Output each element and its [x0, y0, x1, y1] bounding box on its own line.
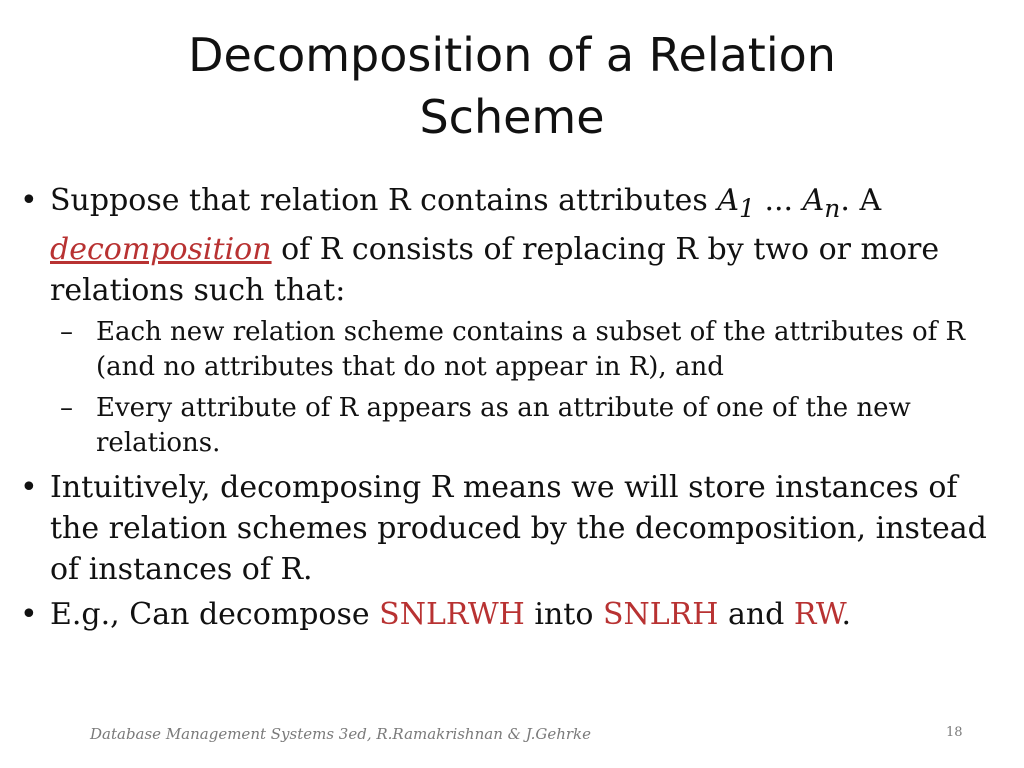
sub-bullet-2	[14, 391, 1004, 461]
footer-source: Database Management Systems 3ed, R.Ramakrishnan & J.Gehrke	[90, 725, 592, 743]
attr-an-letter: A	[802, 183, 825, 218]
bullet-3-text-d: .	[841, 597, 851, 632]
dash-marker: –	[60, 317, 73, 347]
bullet-3	[14, 594, 1004, 635]
attr-a1-letter: A	[717, 183, 739, 218]
bullet-marker: •	[20, 597, 38, 632]
sub-bullet-1-text: Each new relation scheme contains a subset of the attributes of R (and no attributes that do not appear in R), and	[96, 317, 966, 382]
bullet-1-text-b: . A	[840, 183, 882, 218]
title-line-1: Decomposition of a Relation	[188, 28, 836, 82]
slide-footer	[0, 722, 1024, 746]
attr-an	[802, 183, 841, 223]
bullet-1-text-a: Suppose that relation R contains attributes	[50, 183, 718, 218]
slide-body	[14, 180, 1004, 639]
bullet-3-text-a: E.g., Can decompose	[50, 597, 380, 632]
bullet-1	[14, 180, 1004, 311]
dash-marker: –	[60, 393, 73, 423]
bullet-marker: •	[20, 470, 38, 505]
bullet-1-text-c: of R consists of replacing R by two or more relations such that:	[50, 232, 940, 308]
relation-snlrh: SNLRH	[602, 597, 719, 632]
attr-a1-sub: 1	[739, 194, 755, 223]
bullet-2	[14, 467, 1004, 590]
sub-bullet-1	[14, 315, 1004, 385]
attr-a1	[717, 183, 755, 223]
attr-an-sub: n	[824, 194, 841, 223]
bullet-3-text-b: into	[524, 597, 603, 632]
sub-bullet-2-text: Every attribute of R appears as an attribute of one of the new relations.	[96, 393, 911, 458]
page-number: 18	[946, 725, 963, 740]
relation-rw: RW	[793, 597, 842, 632]
slide-title	[40, 24, 984, 148]
bullet-3-text-c: and	[718, 597, 794, 632]
bullet-marker: •	[20, 183, 38, 218]
relation-snlrwh: SNLRWH	[379, 597, 525, 632]
decomposition-term: decomposition	[50, 232, 272, 267]
title-line-2: Scheme	[419, 90, 605, 144]
bullet-1-ellipsis: ...	[754, 183, 803, 218]
bullet-2-text: Intuitively, decomposing R means we will store instances of the relation schemes produced by the decomposition, instead of instances of R.	[50, 470, 987, 587]
